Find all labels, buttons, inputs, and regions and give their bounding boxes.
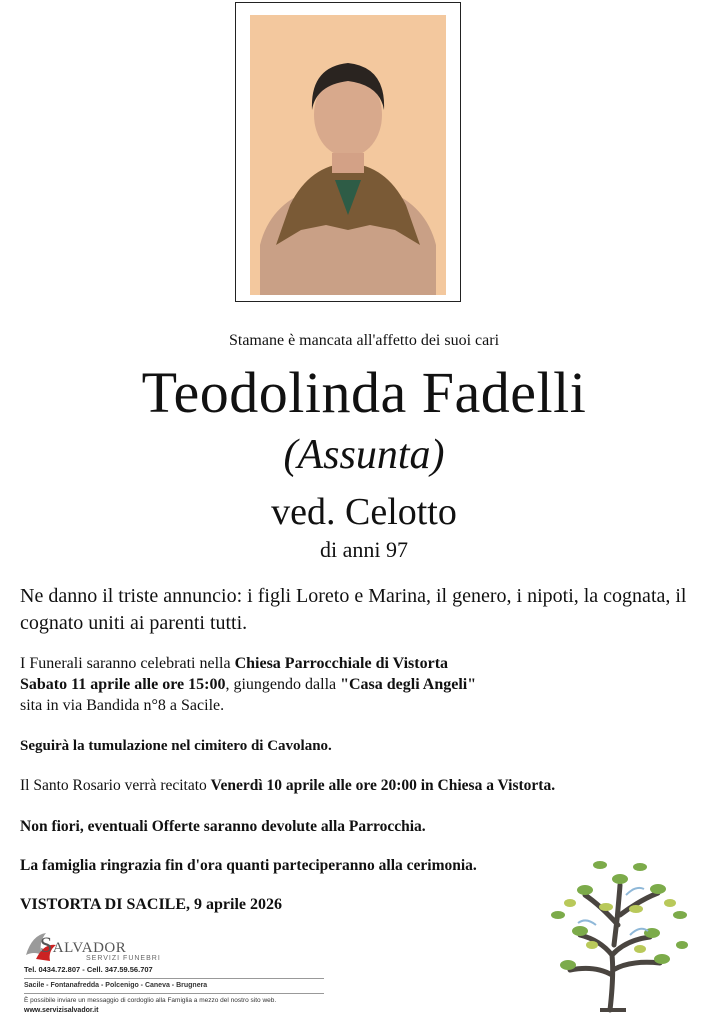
age-text: di anni 97 xyxy=(320,537,408,562)
thanks-text: La famiglia ringrazia fin d'ora quanti parteciperanno alla cerimonia. xyxy=(20,857,477,874)
website-link[interactable]: www.servizisalvador.it xyxy=(24,1007,99,1014)
funeral-church: Chiesa Parrocchiale di Vistorta xyxy=(234,655,449,672)
rosary-text: Il Santo Rosario verrà recitato xyxy=(20,777,211,794)
locations-list: Sacile - Fontanafredda - Polcenigo - Caneva - Brugnera xyxy=(24,982,208,989)
rosary-datetime: Venerdì 10 aprile alle ore 20:00 in Chiesa a Vistorta. xyxy=(210,777,556,794)
funeral-text-2: , giungendo dalla xyxy=(225,676,341,693)
funeral-text-3: sita in via Bandida n°8 a Sacile. xyxy=(20,697,225,714)
funeral-datetime: Sabato 11 aprile alle ore 15:00 xyxy=(20,676,226,693)
funeral-details xyxy=(20,653,710,716)
burial-text: Seguirà la tumulazione nel cimitero di Cavolano. xyxy=(20,738,332,754)
tree-icon xyxy=(540,845,700,1015)
rosary-details xyxy=(20,777,710,795)
married-name: ved. Celotto xyxy=(271,491,457,533)
portrait-frame xyxy=(235,2,461,302)
contact-numbers: Tel. 0434.72.807 - Cell. 347.59.56.707 xyxy=(24,965,153,974)
flowers-text: Non fiori, eventuali Offerte saranno devolute alla Parrocchia. xyxy=(20,818,426,835)
portrait-photo xyxy=(250,15,446,295)
deceased-nickname: (Assunta) xyxy=(283,432,445,478)
condolence-note: È possibile inviare un messaggio di cordoglio alla Famiglia a mezzo del nostro sito web. xyxy=(24,997,277,1004)
footer-divider-2 xyxy=(24,993,324,994)
place-date: VISTORTA DI SACILE, 9 aprile 2026 xyxy=(20,896,283,913)
logo-text: Salvador xyxy=(40,932,127,957)
announcement-text: Ne danno il triste annuncio: i figli Loreto e Marina, il genero, i nipoti, la cognata, il cognato uniti ai parenti tutti. xyxy=(20,585,687,634)
funeral-text-1: I Funerali saranno celebrati nella xyxy=(20,655,235,672)
intro-text: Stamane è mancata all'affetto dei suoi cari xyxy=(228,332,500,349)
funeral-origin: "Casa degli Angeli" xyxy=(340,676,477,693)
footer-divider xyxy=(24,978,324,979)
logo-subtitle: SERVIZI FUNEBRI xyxy=(86,955,161,962)
deceased-name: Teodolinda Fadelli xyxy=(141,360,587,425)
